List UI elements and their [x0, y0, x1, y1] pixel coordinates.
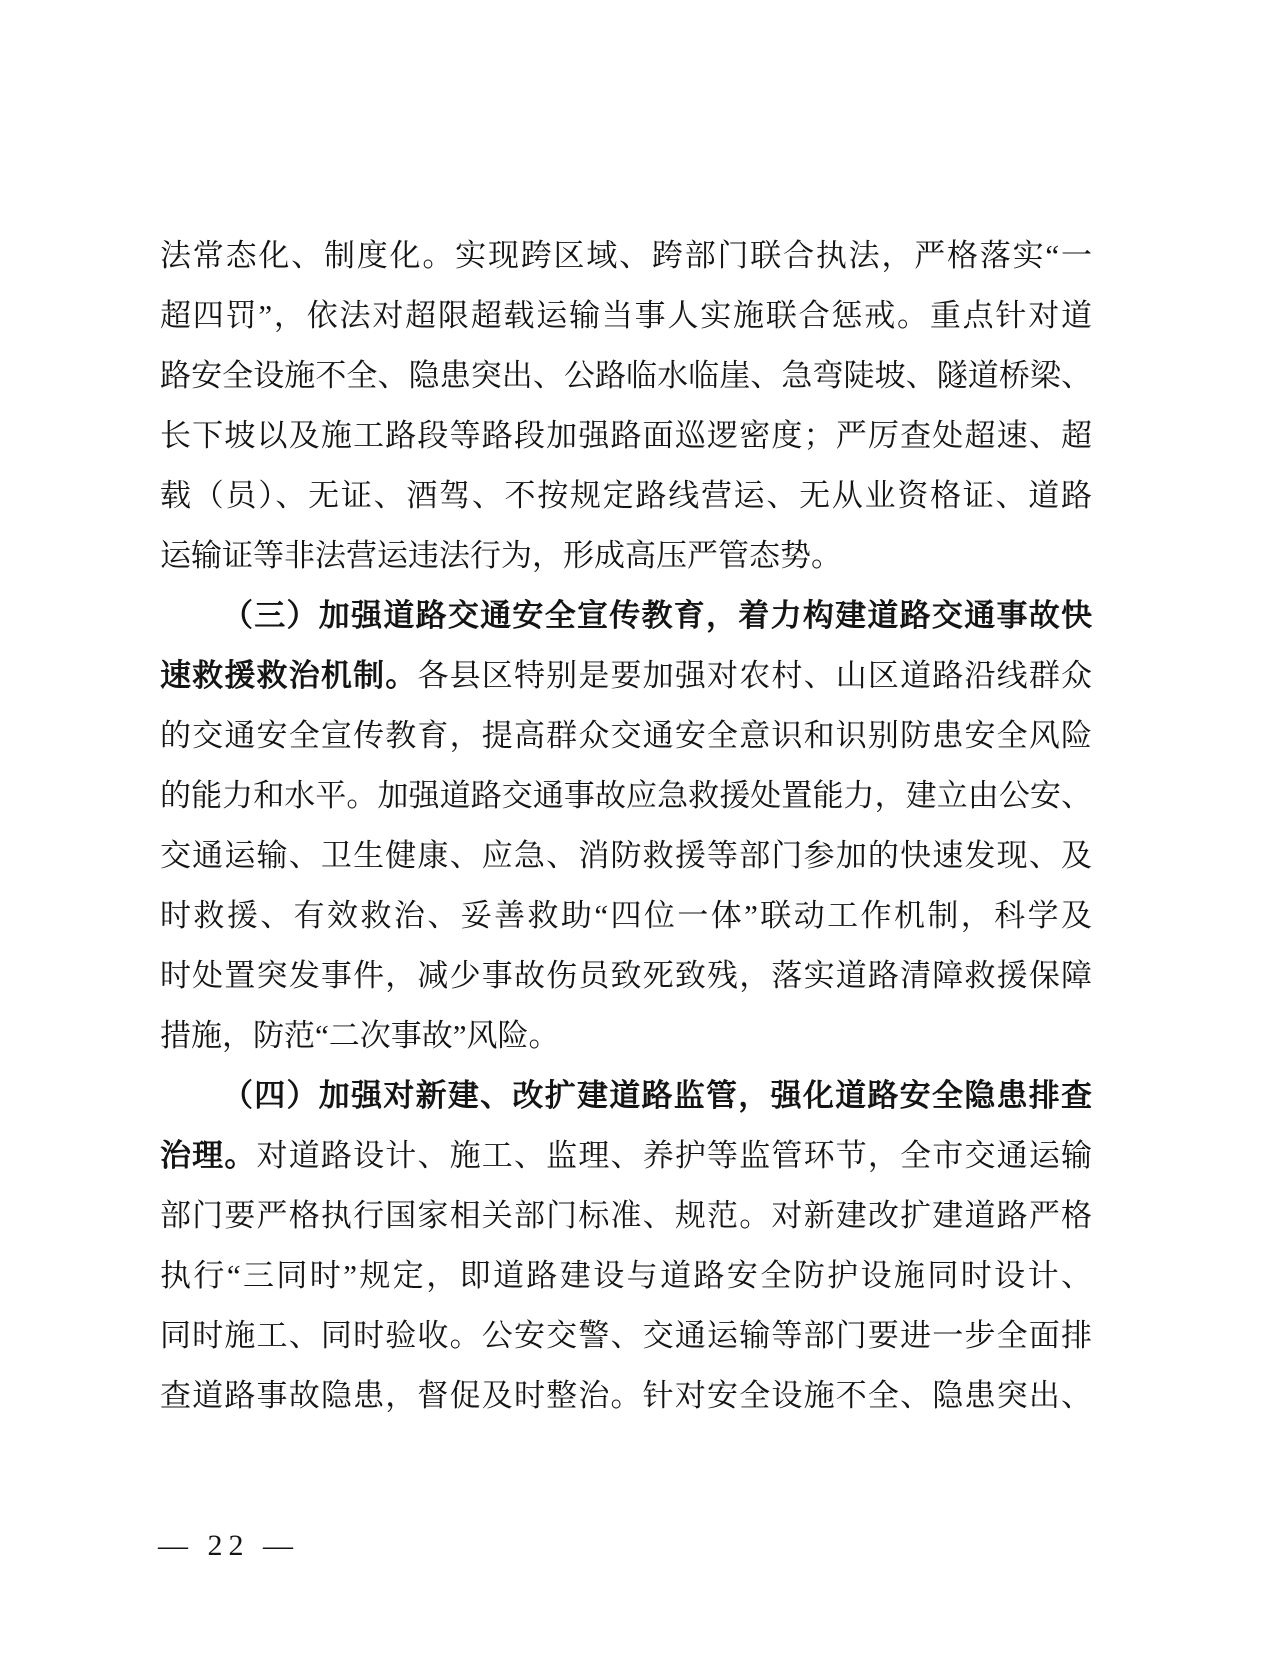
text-line	[160, 1186, 1092, 1246]
text-line	[160, 1306, 1092, 1366]
text-segment: 各县区特别是要加强对农村、山区道路沿线群众	[417, 658, 1092, 693]
text-segment: 法常态化、制度化。实现跨区域、跨部门联合执法，严格落实“一	[160, 238, 1092, 273]
text-segment: 超四罚”，依法对超限超载运输当事人实施联合惩戒。重点针对道	[160, 298, 1092, 333]
text-segment: 时救援、有效救治、妥善救助“四位一体”联动工作机制，科学及	[160, 898, 1092, 933]
text-line	[160, 1006, 1092, 1066]
text-line	[160, 646, 1092, 706]
text-line	[160, 406, 1092, 466]
text-segment: 对道路设计、施工、监理、养护等监管环节，全市交通运输	[256, 1138, 1092, 1173]
text-line	[160, 346, 1092, 406]
text-line	[160, 1366, 1092, 1426]
text-line	[160, 706, 1092, 766]
text-line	[160, 1246, 1092, 1306]
text-line	[160, 766, 1092, 826]
text-segment: 时处置突发事件，减少事故伤员致死致残，落实道路清障救援保障	[160, 958, 1092, 993]
text-segment: 路安全设施不全、隐患突出、公路临水临崖、急弯陡坡、隧道桥梁、	[160, 358, 1092, 393]
text-line	[160, 826, 1092, 886]
text-line	[160, 526, 1092, 586]
text-segment: 的交通安全宣传教育，提高群众交通安全意识和识别防患安全风险	[160, 718, 1092, 753]
text-segment: 部门要严格执行国家相关部门标准、规范。对新建改扩建道路严格	[160, 1198, 1092, 1233]
bold-text-segment: （四）加强对新建、改扩建道路监管，强化道路安全隐患排查	[222, 1078, 1092, 1113]
bold-text-segment: （三）加强道路交通安全宣传教育，着力构建道路交通事故快	[222, 598, 1092, 633]
text-segment: 长下坡以及施工路段等路段加强路面巡逻密度；严厉查处超速、超	[160, 418, 1092, 453]
text-segment: 查道路事故隐患，督促及时整治。针对安全设施不全、隐患突出、	[160, 1378, 1092, 1413]
text-line	[160, 226, 1092, 286]
page-number: — 22 —	[158, 1529, 299, 1562]
text-line	[160, 1126, 1092, 1186]
text-segment: 措施，防范“二次事故”风险。	[160, 1018, 560, 1053]
text-line	[160, 466, 1092, 526]
text-segment: 同时施工、同时验收。公安交警、交通运输等部门要进一步全面排	[160, 1318, 1092, 1353]
text-segment: 执行“三同时”规定，即道路建设与道路安全防护设施同时设计、	[160, 1258, 1092, 1293]
text-segment: 的能力和水平。加强道路交通事故应急救援处置能力，建立由公安、	[160, 778, 1092, 813]
text-segment: 载（员）、无证、酒驾、不按规定路线营运、无从业资格证、道路	[160, 478, 1092, 513]
text-line	[160, 586, 1092, 646]
page-footer	[158, 1526, 299, 1566]
text-line	[160, 946, 1092, 1006]
bold-text-segment: 治理。	[160, 1138, 257, 1173]
text-line	[160, 886, 1092, 946]
bold-text-segment: 速救援救治机制。	[160, 658, 418, 693]
document-body	[160, 226, 1092, 1426]
text-line	[160, 286, 1092, 346]
text-line	[160, 1066, 1092, 1126]
text-segment: 交通运输、卫生健康、应急、消防救援等部门参加的快速发现、及	[160, 838, 1092, 873]
text-segment: 运输证等非法营运违法行为，形成高压严管态势。	[160, 538, 842, 573]
